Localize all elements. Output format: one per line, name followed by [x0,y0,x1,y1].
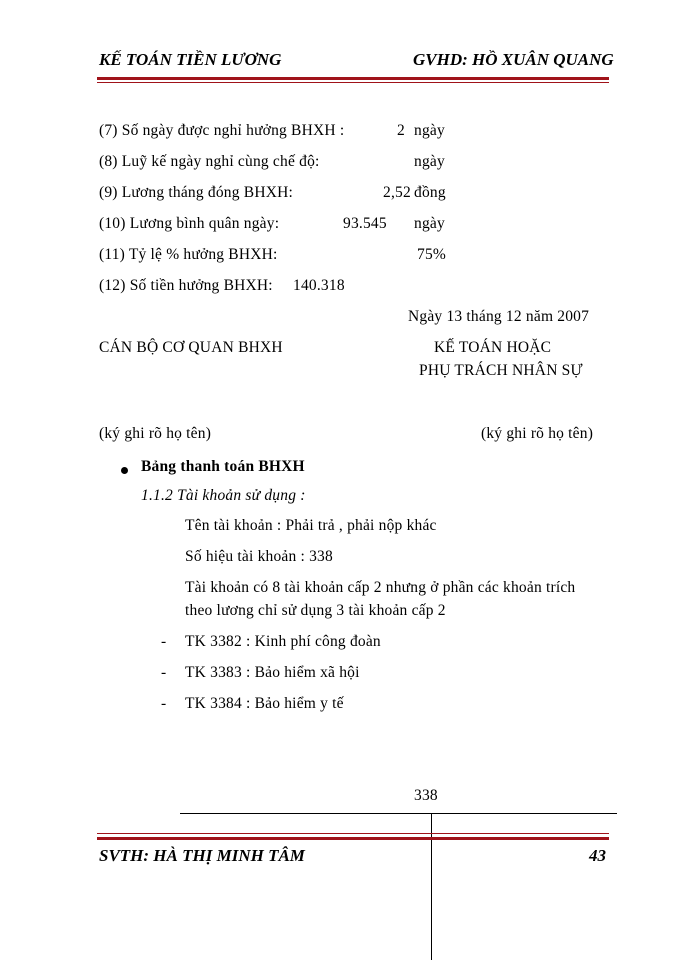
item-10-value: 93.545 [343,215,387,232]
t-account-label: 338 [414,787,438,804]
item-11-label: (11) Tỷ lệ % hưởng BHXH: [99,246,278,263]
item-9-value: 2,52 [383,184,411,201]
item-7-value: 2 [397,122,405,139]
t-account-vertical-line [431,813,432,960]
footer-rule-thick [97,837,609,840]
dash-marker-1: - [161,633,167,650]
header-rule-thick [97,77,609,80]
dash-item-2: TK 3383 : Bảo hiểm xã hội [185,664,360,681]
section-subheading: 1.1.2 Tài khoản sử dụng : [141,487,306,504]
dash-item-1: TK 3382 : Kinh phí công đoàn [185,633,381,650]
item-10-label: (10) Lương bình quân ngày: [99,215,280,232]
header-left-title: KẾ TOÁN TIỀN LƯƠNG [99,50,282,69]
signature-left-title: CÁN BỘ CƠ QUAN BHXH [99,339,283,356]
item-10-unit: ngày [414,215,445,232]
dash-item-3: TK 3384 : Bảo hiểm y tế [185,695,344,712]
section-bullet-title: Bảng thanh toán BHXH [141,458,305,475]
section-line-2: Số hiệu tài khoản : 338 [185,548,333,565]
item-11-value: 75% [417,246,447,263]
footer-page-number: 43 [589,846,606,865]
t-account-horizontal-line [180,813,617,814]
signature-right-note: (ký ghi rõ họ tên) [481,425,594,442]
header-rule-thin [97,82,609,83]
item-9-label: (9) Lương tháng đóng BHXH: [99,184,294,201]
section-line-1: Tên tài khoản : Phải trả , phải nộp khác [185,517,437,534]
item-12-value: 140.318 [293,277,345,294]
dash-marker-3: - [161,695,167,712]
signature-right-title-2: PHỤ TRÁCH NHÂN SỰ [419,362,583,379]
header-right-title: GVHD: HỒ XUÂN QUANG [413,50,614,69]
item-12-label: (12) Số tiền hưởng BHXH: [99,277,273,294]
signature-left-note: (ký ghi rõ họ tên) [99,425,212,442]
item-7-unit: ngày [414,122,445,139]
dash-marker-2: - [161,664,167,681]
date-line: Ngày 13 tháng 12 năm 2007 [408,308,590,325]
bullet-dot [121,467,128,474]
item-7-label: (7) Số ngày được nghỉ hưởng BHXH : [99,122,345,139]
item-8-unit: ngày [414,153,445,170]
footer-rule-thin [97,833,609,834]
footer-left: SVTH: HÀ THỊ MINH TÂM [99,846,311,866]
section-line-4: theo lương chỉ sử dụng 3 tài khoản cấp 2 [185,602,446,619]
item-9-unit: đồng [414,184,446,201]
item-8-label: (8) Luỹ kế ngày nghỉ cùng chế độ: [99,153,320,170]
section-line-3: Tài khoản có 8 tài khoản cấp 2 nhưng ở phần các khoản trích [185,579,576,596]
signature-right-title-1: KẾ TOÁN HOẶC [434,339,552,356]
